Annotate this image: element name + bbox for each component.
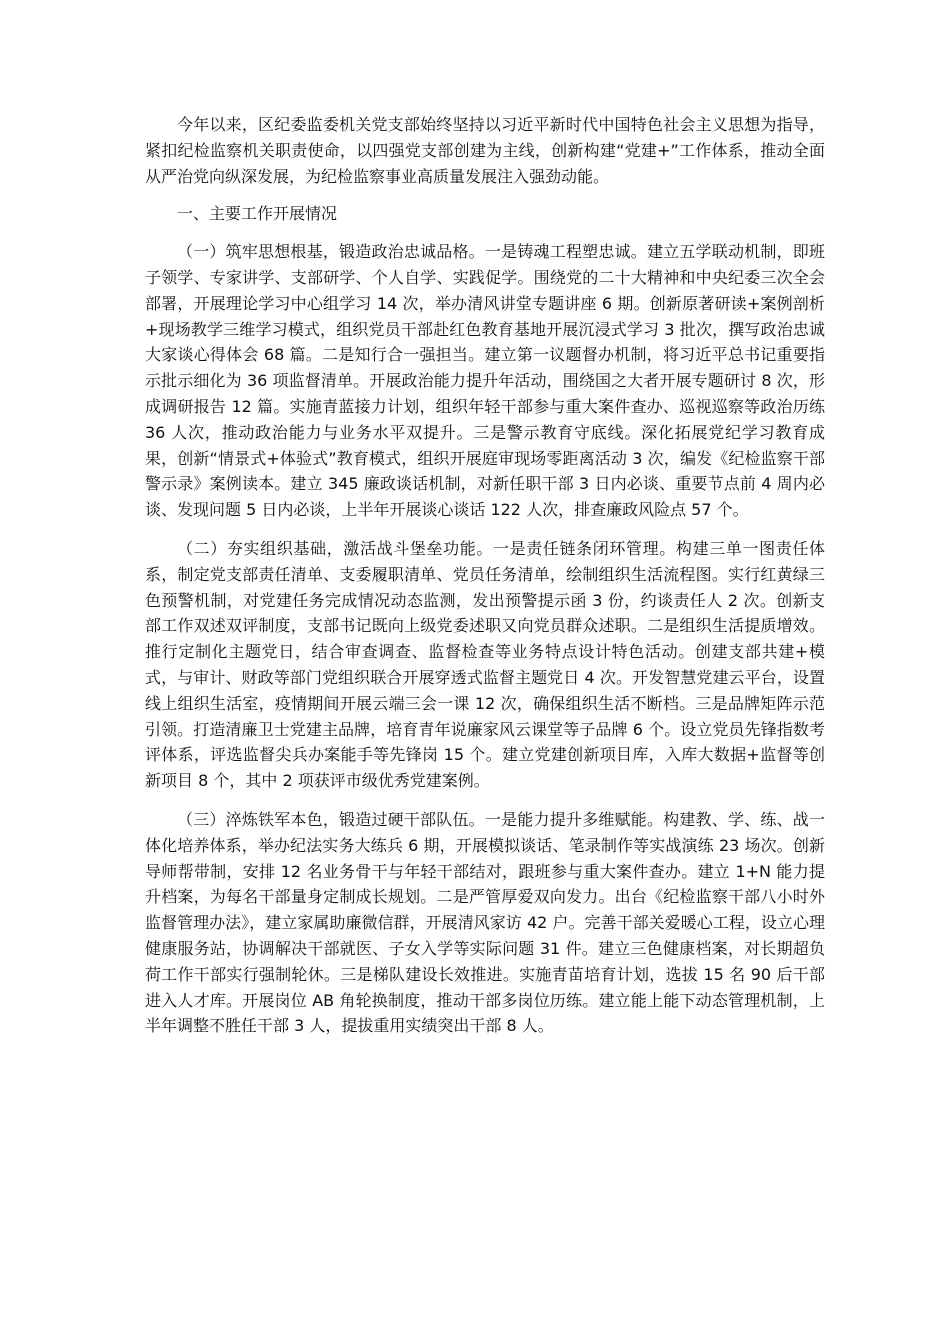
spacer (145, 189, 825, 201)
spacer (145, 523, 825, 536)
paragraph-organization: （二）夯实组织基础，激活战斗堡垒功能。一是责任链条闭环管理。构建三单一图责任体系，制定党支部责任清单、支委履职清单、党员任务清单，绘制组织生活流程图。实行红黄绿三色预警机制，对党建任务完成情况动态监测，发出预警提示函 3 份，约谈责任人 2 次。创新支部工作双述双评制度，支部书记既向上级党委述职又向党员群众述职。二是组织生活提质增效。推行定制化主题党日，结合审查调查、监督检查等业务特点设计特色活动。创建支部共建+模式，与审计、财政等部门党组织联合开展穿透式监督主题党日 4 次。开发智慧党建云平台，设置线上组织生活室，疫情期间开展云端三会一课 12 次，确保组织生活不断档。三是品牌矩阵示范引领。打造清廉卫士党建主品牌，培育青年说廉家风云课堂等子品牌 6 个。设立党员先锋指数考评体系，评选监督尖兵办案能手等先锋岗 15 个。建立党建创新项目库，入库大数据+监督等创新项目 8 个，其中 2 项获评市级优秀党建案例。 (145, 538, 825, 791)
document-page (145, 112, 825, 1039)
intro-paragraph: 今年以来，区纪委监委机关党支部始终坚持以习近平新时代中国特色社会主义思想为指导，紧扣纪检监察机关职责使命，以四强党支部创建为主线，创新构建“党建+”工作体系，推动全面从严治党向纵深发展，为纪检监察事业高质量发展注入强劲动能。 (145, 115, 825, 186)
spacer (145, 227, 825, 239)
section-heading: 一、主要工作开展情况 (177, 204, 338, 224)
paragraph-ideology: （一）筑牢思想根基，锻造政治忠诚品格。一是铸魂工程塑忠诚。建立五学联动机制，即班子领学、专家讲学、支部研学、个人自学、实践促学。围绕党的二十大精神和中央纪委三次全会部署，开展理论学习中心组学习 14 次，举办清风讲堂专题讲座 6 期。创新原著研读+案例剖析+现场教学三维学习模式，组织党员干部赴红色教育基地开展沉浸式学习 3 批次，撰写政治忠诚大家谈心得体会 68 篇。二是知行合一强担当。建立第一议题督办机制，将习近平总书记重要指示批示细化为 36 项监督清单。开展政治能力提升年活动，围绕国之大者开展专题研讨 8 次，形成调研报告 12 篇。实施青蓝接力计划，组织年轻干部参与重大案件查办、巡视巡察等政治历练 36 人次，推动政治能力与业务水平双提升。三是警示教育守底线。深化拓展党纪学习教育成果，创新“情景式+体验式”教育模式，组织开展庭审现场零距离活动 3 次，编发《纪检监察干部警示录》案例读本。建立 345 廉政谈话机制，对新任职干部 3 日内必谈、重要节点前 4 周内必谈、发现问题 5 日内必谈，上半年开展谈心谈话 122 人次，排查廉政风险点 57 个。 (145, 242, 825, 520)
paragraph-cadre-team: （三）淬炼铁军本色，锻造过硬干部队伍。一是能力提升多维赋能。构建教、学、练、战一体化培养体系，举办纪法实务大练兵 6 期，开展模拟谈话、笔录制作等实战演练 23 场次。创新导师帮带制，安排 12 名业务骨干与年轻干部结对，跟班参与重大案件查办。建立 1+N 能力提升档案，为每名干部量身定制成长规划。二是严管厚爱双向发力。出台《纪检监察干部八小时外监督管理办法》，建立家属助廉微信群，开展清风家访 42 户。完善干部关爱暖心工程，设立心理健康服务站，协调解决干部就医、子女入学等实际问题 31 件。建立三色健康档案，对长期超负荷工作干部实行强制轮休。三是梯队建设长效推进。实施青苗培育计划，选拔 15 名 90 后干部进入人才库。开展岗位 AB 角轮换制度，推动干部多岗位历练。建立能上能下动态管理机制，上半年调整不胜任干部 3 人，提拔重用实绩突出干部 8 人。 (145, 809, 825, 1036)
spacer (145, 794, 825, 807)
